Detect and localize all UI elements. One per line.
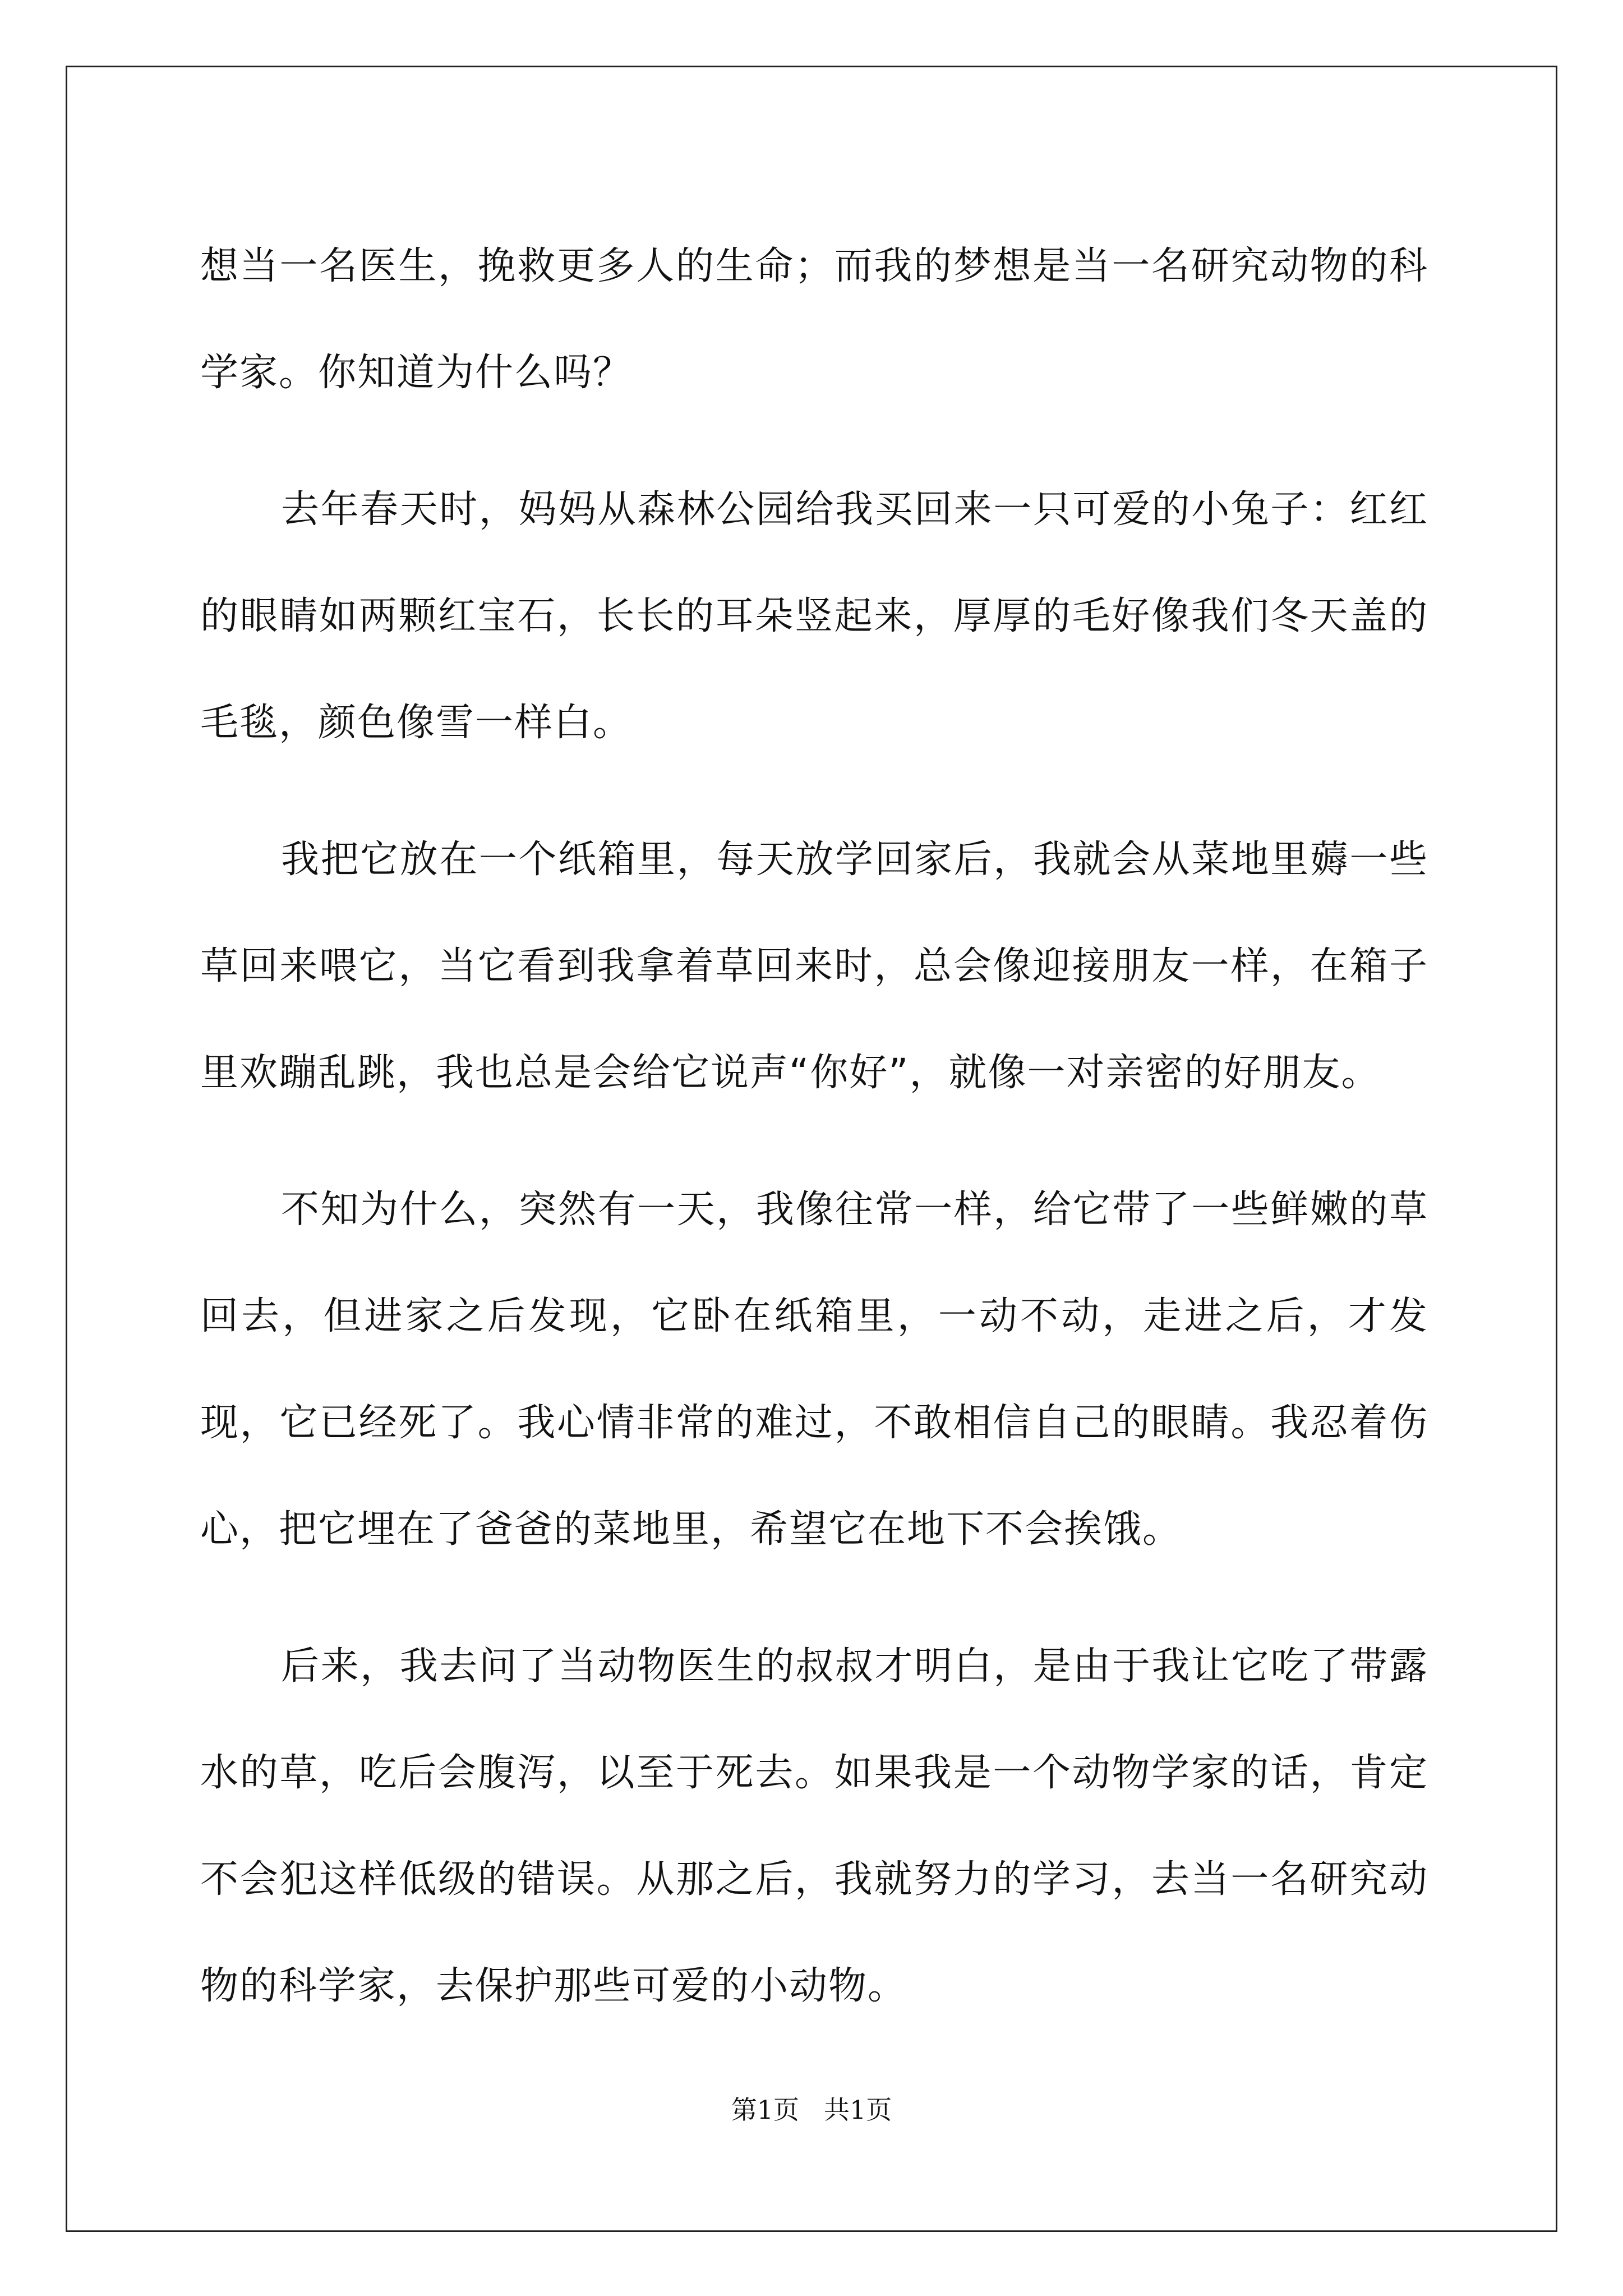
paragraph-5: 后来，我去问了当动物医生的叔叔才明白，是由于我让它吃了带露水的草，吃后会腹泻，以至于死去。如果我是一个动物学家的话，肯定不会犯这样低级的错误。从那之后，我就努力的学习，去当一名研究动物的科学家，去保护那些可爱的小动物。	[200, 1644, 1428, 2008]
footer-spacer	[799, 2095, 824, 2125]
paragraph-4: 不知为什么，突然有一天，我像往常一样，给它带了一些鲜嫩的草回去，但进家之后发现，它卧在纸箱里，一动不动，走进之后，才发现，它已经死了。我心情非常的难过，不敢相信自己的眼睛。我忍着伤心，把它埋在了爸爸的菜地里，希望它在地下不会挨饿。	[200, 1188, 1428, 1552]
paragraph-2: 去年春天时，妈妈从森林公园给我买回来一只可爱的小兔子：红红的眼睛如两颗红宝石，长长的耳朵竖起来，厚厚的毛好像我们冬天盖的毛毯，颜色像雪一样白。	[200, 487, 1428, 745]
page-total: 共1页	[823, 2095, 892, 2125]
document-body	[200, 213, 1428, 2070]
page-number: 第1页	[731, 2095, 800, 2125]
paragraph-1: 想当一名医生，挽救更多人的生命；而我的梦想是当一名研究动物的科学家。你知道为什么吗？	[200, 244, 1428, 395]
paragraph-3: 我把它放在一个纸箱里，每天放学回家后，我就会从菜地里薅一些草回来喂它，当它看到我拿着草回来时，总会像迎接朋友一样，在箱子里欢蹦乱跳，我也总是会给它说声“你好”，就像一对亲密的好朋友。	[200, 838, 1428, 1095]
page-footer	[0, 2090, 1623, 2127]
